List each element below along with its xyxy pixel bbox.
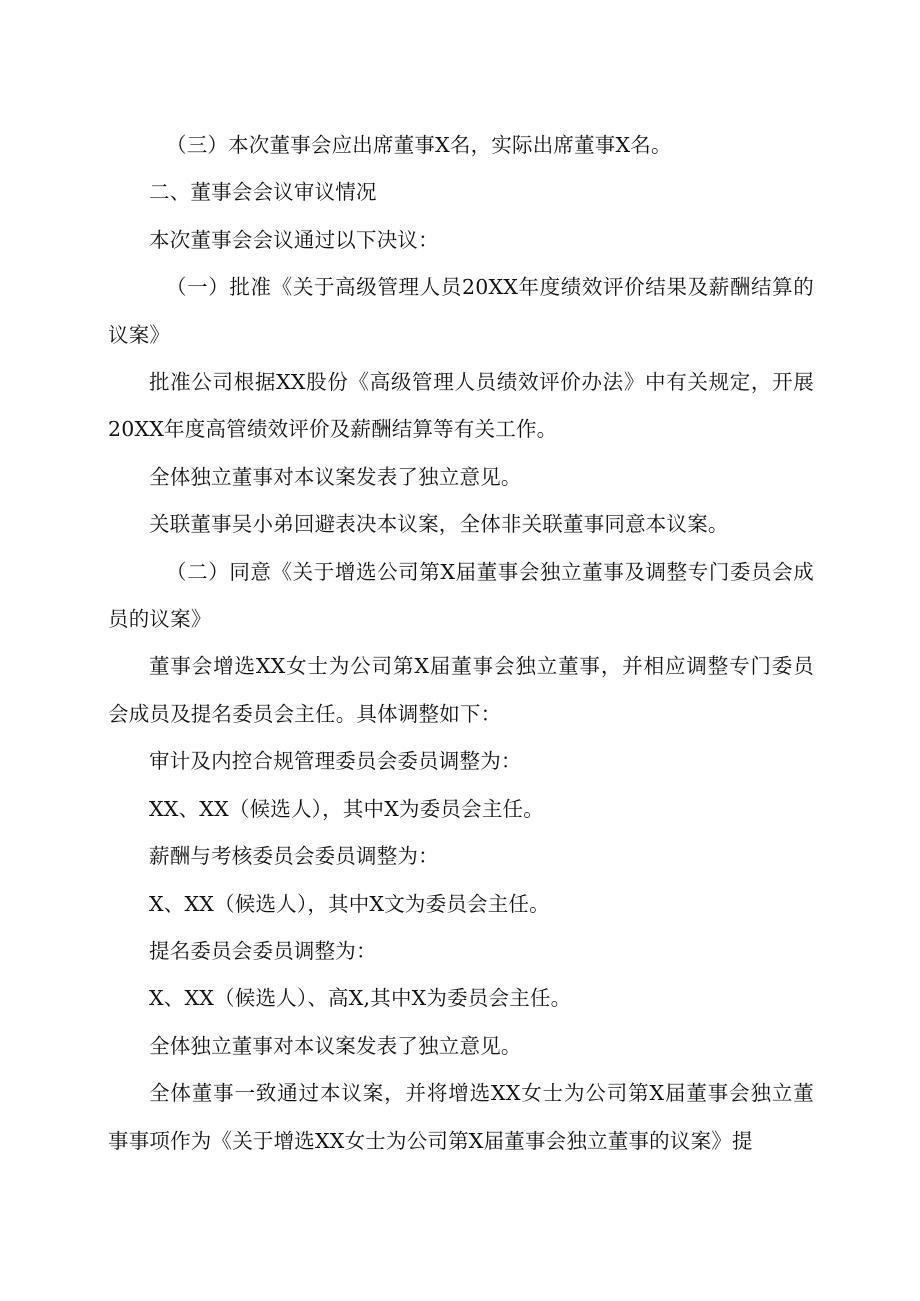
resolution-1-body: 批准公司根据XX股份《高级管理人员绩效评价办法》中有关规定，开展20XX年度高管绩效评价及薪酬结算等有关工作。 <box>108 370 814 442</box>
audit-committee-heading: 审计及内控合规管理委员会委员调整为： <box>149 749 522 774</box>
nomination-committee-heading: 提名委员会委员调整为： <box>149 938 377 963</box>
document-body <box>108 122 814 1165</box>
resolution-2-body: 董事会增选XX女士为公司第X届董事会独立董事，并相应调整专门委员会成员及提名委员会主任。具体调整如下： <box>108 654 814 726</box>
resolution-2-title: （二）同意《关于增选公司第X届董事会独立董事及调整专门委员会成员的议案》 <box>108 559 814 632</box>
resolution-1-title: （一）批准《关于高级管理人员20XX年度绩效评价结果及薪酬结算的议案》 <box>108 275 814 347</box>
paragraph-resolutions-intro: 本次董事会会议通过以下决议： <box>149 227 439 252</box>
resolution-1-vote: 关联董事吴小弟回避表决本议案，全体非关联董事同意本议案。 <box>149 512 729 537</box>
resolution-2-vote: 全体董事一致通过本议案，并将增选XX女士为公司第X届董事会独立董事事项作为《关于增选XX女士为公司第X届董事会独立董事的议案》提 <box>108 1081 814 1153</box>
compensation-committee-heading: 薪酬与考核委员会委员调整为： <box>149 844 439 869</box>
section-heading-review: 二、董事会会议审议情况 <box>149 180 377 205</box>
paragraph-attendance: （三）本次董事会应出席董事X名，实际出席董事X名。 <box>166 133 672 157</box>
nomination-committee-members: X、XX（候选人）、高X,其中X为委员会主任。 <box>149 986 572 1011</box>
audit-committee-members: XX、XX（候选人），其中X为委员会主任。 <box>149 796 544 821</box>
resolution-2-independent-opinion: 全体独立董事对本议案发表了独立意见。 <box>149 1033 522 1058</box>
compensation-committee-members: X、XX（候选人），其中X文为委员会主任。 <box>149 891 550 916</box>
resolution-1-independent-opinion: 全体独立董事对本议案发表了独立意见。 <box>149 464 522 489</box>
